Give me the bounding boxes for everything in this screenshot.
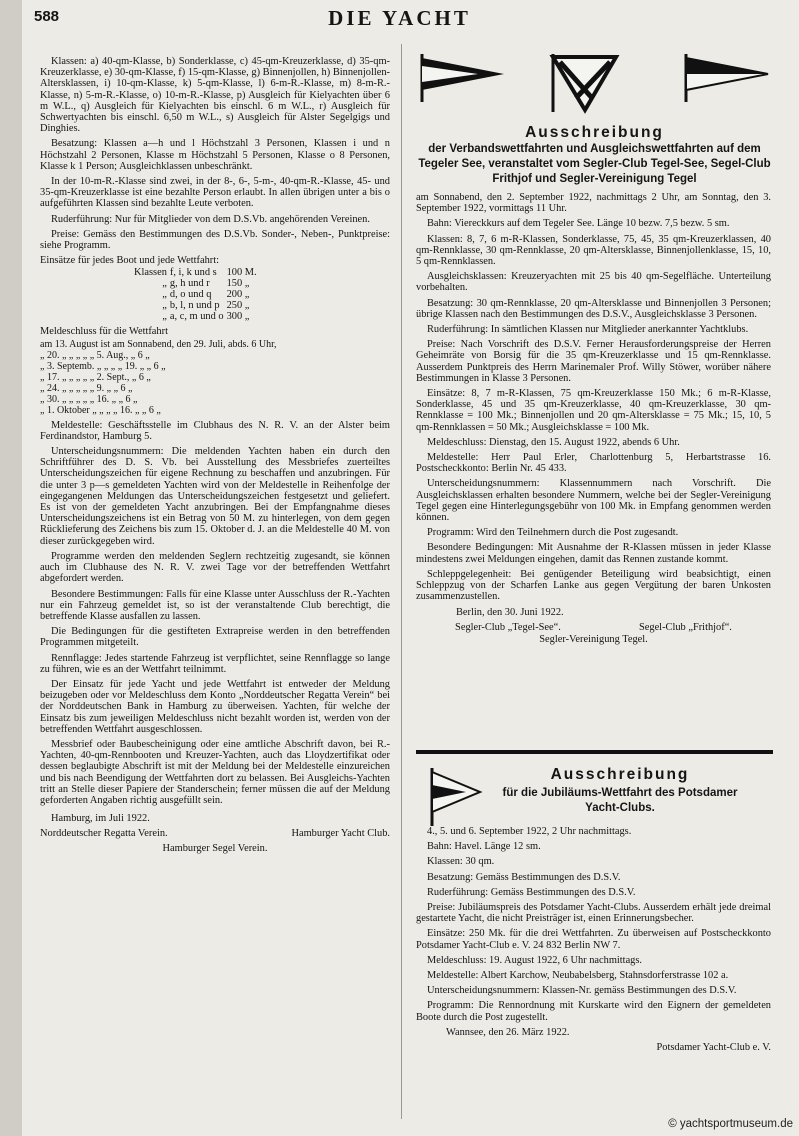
meldeschluss-title: Meldeschluss für die Wettfahrt <box>40 326 168 338</box>
tegel-date: Berlin, den 30. Juni 1922. <box>456 606 564 618</box>
rennflagge-paragraph: Rennflagge: Jedes startende Fahrzeug ist verpflichtet, seine Rennflagge so lange zu führen, wie es an der Wettfahrt teilnimmt. <box>40 652 390 675</box>
split-pennant-icon <box>680 52 772 104</box>
einsaetze-cell-a: „ <box>162 278 167 290</box>
scan-edge-shadow <box>0 0 22 1136</box>
potsdam-dates: 4., 5. und 6. September 1922, 2 Uhr nachmittags. <box>427 826 632 837</box>
tegel-bahn: Bahn: Viereckkurs auf dem Tegeler See. Länge 10 bezw. 7,5 bezw. 5 sm. <box>427 218 730 230</box>
einsaetze-row <box>134 300 260 311</box>
meldeschluss-row: „ 30. „ „ „ „ „ 16. „ „ 6 „ <box>40 393 138 405</box>
potsdam-announcement-header <box>470 766 770 816</box>
signature-frithjof: Segel-Club „Frithjof“. <box>638 621 732 633</box>
einsaetze-cell-a: „ <box>162 300 167 312</box>
burgee-flag-icon <box>416 52 508 104</box>
meldestelle-paragraph: Meldestelle: Geschäftsstelle im Clubhaus des N. R. V. an der Alster beim Ferdinandstor, Hamburg 5. <box>40 419 390 442</box>
tegel-besatzung: Besatzung: 30 qm-Rennklasse, 20 qm-Altersklasse und Binnenjollen 3 Personen; übrige Klassen nach den Bestimmungen des D.S.V., Ausgleichsklasse 3 Personen. <box>416 297 771 320</box>
meldeschluss-row: „ 17. „ „ „ „ „ 2. Sept., „ 6 „ <box>40 371 151 383</box>
klassen-paragraph: Klassen: a) 40-qm-Klasse, b) Sonderklasse, c) 45-qm-Kreuzerklasse, d) 35-qm-Kreuzerklasse, e) 30-qm-Klasse, f) 15-qm-Klasse, g) Binnenjollen, h) Binnenjollen-Altersklassen, i) 10-qm-Klasse, k) 5-qm-Klasse, l) 6-m-R.-Klasse, m) 8-m-R.-Klasse, n) 5-m-R.-Klasse, o) 10-m-R.-Klasse, p) Ausgleich für Kielyachten über 6 m W.L., q) Ausgleich für Kielyachten bis einschl. 6 m W.L., r) Ausgleich für Schwertyachten bis einschl. 6,50 m W.L., s) Ausgleich für Alster Segelgigs und Dinghies. <box>40 56 390 135</box>
column-divider <box>401 44 402 1119</box>
watermark: © yachtsportmuseum.de <box>668 1118 793 1130</box>
unterscheidung-paragraph: Unterscheidungsnummern: Die meldenden Yachten haben ein durch den Schriftführer des D. S. Vb. bei Ausstellung des Messbriefes zuerteiltes Unterscheidungszeichen für eigene Rechnung zu beschaffen und anzubringen. Für die unter 3 p—s gemeldeten Yachten wird von der Meldestelle in Reihenfolge der eingegangenen Meldungen das Unterscheidungszeichen festgesetzt und geliefert. Es ist von der gemeldeten Yacht anzubringen. Bei der Empfangnahme dieses Unterscheidungszeichens ist ein Betrag von 50 M. zu hinterlegen, von dem gegen Rücklieferung des Zeichens bis zum 15. Oktober d. J. an die Meldestelle 40 M. von dieser zurückgegeben wird. <box>40 446 390 547</box>
potsdam-programm: Programm: Die Rennordnung mit Kurskarte wird den Eignern der gemeldeten Boote durch die Post zugestellt. <box>416 1000 771 1023</box>
meldeschluss-row: „ 20. „ „ „ „ „ 5. Aug., „ 6 „ <box>40 349 150 361</box>
tegel-klassen: Klassen: 8, 7, 6 m-R-Klassen, Sonderklasse, 75, 45, 35 qm-Kreuzerklassen, 40 qm-Rennklasse, 30 qm-Rennklasse, 20 qm-Altersklasse, Binnenjollenklasse, 15, 10, 5 qm-Rennklassen. <box>416 233 771 268</box>
cross-pennant-icon <box>548 52 620 114</box>
potsdam-signature: Potsdamer Yacht-Club e. V. <box>656 1042 771 1054</box>
potsdam-besatzung: Besatzung: Gemäss Bestimmungen des D.S.V. <box>427 871 621 883</box>
tegel-melde: Meldeschluss: Dienstag, den 15. August 1922, abends 6 Uhr. <box>427 436 680 448</box>
potsdam-klassen: Klassen: 30 qm. <box>427 856 495 868</box>
potsdam-melde: Meldeschluss: 19. August 1922, 6 Uhr nachmittags. <box>427 954 643 966</box>
tegel-signatures <box>416 622 771 633</box>
tegel-unterscheidung: Unterscheidungsnummern: Klassennummern nach Vorschrift. Die Ausgleichsklassen erhalten besondere Nummern, welche bei der Segler-Vereinigung Tegel gegen eine Hinterlegungsgebühr von 100 Mk. in Empfang genommen werden können. <box>416 478 771 524</box>
potsdam-einsaetze: Einsätze: 250 Mk. für die drei Wettfahrten. Zu überweisen auf Postscheckkonto Potsdamer Yacht-Club e. V. 24 832 Berlin NW 7. <box>416 928 771 951</box>
tegel-dates: am Sonnabend, den 2. September 1922, nachmittags 2 Uhr, am Sonntag, den 3. September 1922, vormittags 11 Uhr. <box>416 192 771 215</box>
einsaetze-cell-b: g, h und r <box>169 278 210 290</box>
left-column <box>40 56 390 854</box>
preise-paragraph: Preise: Gemäss den Bestimmungen des D.S.Vb. Sonder-, Neben-, Punktpreise: siehe Programm. <box>40 228 390 252</box>
tegel-besondere: Besondere Bedingungen: Mit Ausnahme der R-Klassen müssen in jeder Klasse mindestens zwei Meldungen eingehen, damit das Rennen zustande kommt. <box>416 542 771 565</box>
einsaetze-cell-c: 250 „ <box>226 300 250 312</box>
left-signatures <box>40 828 390 839</box>
messbrief-paragraph: Messbrief oder Baubescheinigung oder eine amtliche Abschrift davon, bei R.-Yachten, 40-qm-Rennbooten und Kreuzer-Yachten, auch das Lloydzertifikat oder dessen beglaubigte Abschrift ist mit der Meldung bei der Meldestelle einzureichen und bis nach Beendigung der Wettfahrten dort zu belassen. Bei Ausgleichs-Yachten tritt an Stelle dieser Papiere der Standerschein; ferner müssen die auf der Meldung geforderten Angaben richtig ausgefüllt sein. <box>40 738 390 806</box>
tegel-meldestelle: Meldestelle: Herr Paul Erler, Charlottenburg 5, Herbartstrasse 16. Postscheckkonto: Berlin Nr. 45 433. <box>416 452 771 475</box>
zehn-m-paragraph: In der 10-m-R.-Klasse sind zwei, in der 8-, 6-, 5-m-, 40-qm-R.-Klasse, 45- und 35-qm-Kreuzerklasse ist eine bezahlte Person erlaubt. In allen übrigen unter a bis o aufgeführten Klassen sind bezahlte Leute verboten. <box>40 176 390 210</box>
meldeschluss-table <box>40 339 390 416</box>
einsaetze-cell-a: „ <box>162 289 167 301</box>
page-title: DIE YACHT <box>328 6 471 30</box>
tegel-programm: Programm: Wird den Teilnehmern durch die Post zugesandt. <box>427 527 679 539</box>
einsaetze-cell-a: Klassen <box>134 267 167 279</box>
bedingungen-paragraph: Die Bedingungen für die gestifteten Extrapreise werden in den betreffenden Programmen mitgeteilt. <box>40 626 390 649</box>
potsdam-bahn: Bahn: Havel. Länge 12 sm. <box>427 841 541 853</box>
page-header <box>0 6 799 36</box>
page-number: 588 <box>34 8 60 25</box>
signature-sv-tegel: Segler-Vereinigung Tegel. <box>539 633 648 645</box>
tegel-announcement-header <box>416 124 773 187</box>
potsdam-meldestelle: Meldestelle: Albert Karchow, Neubabelsberg, Stahnsdorferstrasse 102 a. <box>427 970 729 982</box>
einsatz-paragraph: Der Einsatz für jede Yacht und jede Wettfahrt ist entweder der Meldung beizugeben oder vor Meldeschluss dem Konto „Norddeutscher Regatta Verein“ bei der Norddeutschen Bank in Hamburg zu überweisen. Yachten, für welche der Einsatz bis zum jeweiligen Meldeschluss nicht bezahlt worden ist, werden von der betreffenden Wettfahrt ausgeschlossen. <box>40 678 390 735</box>
einsaetze-table <box>134 267 260 322</box>
tegel-ruder: Ruderführung: In sämtlichen Klassen nur Mitglieder anerkannter Yachtklubs. <box>427 324 749 336</box>
einsaetze-row <box>134 289 260 300</box>
einsaetze-cell-c: 100 M. <box>226 267 257 279</box>
potsdam-ruder: Ruderführung: Gemäss Bestimmungen des D.S.V. <box>427 886 636 898</box>
einsaetze-cell-c: 150 „ <box>226 278 250 290</box>
einsaetze-cell-b: f, i, k und s <box>169 267 217 279</box>
ruderfuehrung-paragraph: Ruderführung: Nur für Mitglieder von dem D.S.Vb. angehörenden Vereinen. <box>51 213 370 225</box>
tegel-ausgleich: Ausgleichsklassen: Kreuzeryachten mit 25 bis 40 qm-Segelfläche. Unterteilung vorbehalten. <box>416 271 771 294</box>
einsaetze-cell-a: „ <box>162 311 167 323</box>
potsdam-subtitle: für die Jubiläums-Wettfahrt des Potsdamer Yacht-Clubs. <box>502 787 738 814</box>
left-date: Hamburg, im Juli 1922. <box>51 813 150 825</box>
potsdam-title: Ausschreibung <box>550 766 690 783</box>
meldeschluss-row: „ 24. „ „ „ „ „ 9. „ „ 6 „ <box>40 382 133 394</box>
tegel-einsaetze: Einsätze: 8, 7 m-R-Klassen, 75 qm-Kreuzerklasse 150 Mk.; 6 m-R-Klasse, Sonderklasse, 45 und 35 qm-Kreuzerklasse, 40 qm-Kreuzerklasse, 30 qm-Rennklasse = 100 Mk.; Binnenjollen und 20 qm-Altersklasse = 75 Mk.; 15, 10, 5 qm-Rennklassen = 50 Mk.; Ausgleichsklasse = 100 Mk. <box>416 388 771 433</box>
besondere-paragraph: Besondere Bestimmungen: Falls für eine Klasse unter Ausschluss der R.-Yachten nur ein Fahrzeug gemeldet ist, so ist der veranstaltende Club berechtigt, die betreffende Klasse ausfallen zu lassen. <box>40 588 390 622</box>
tegel-column <box>416 192 771 645</box>
einsaetze-title: Einsätze für jedes Boot und jede Wettfahrt: <box>40 255 220 267</box>
einsaetze-cell-b: a, c, m und o <box>169 311 224 323</box>
potsdam-unterscheidung: Unterscheidungsnummern: Klassen-Nr. gemäss Bestimmungen des D.S.V. <box>427 985 737 997</box>
einsaetze-cell-b: d, o und q <box>169 289 212 301</box>
einsaetze-row <box>134 278 260 289</box>
tegel-subtitle: der Verbandswettfahrten und Ausgleichswettfahrten auf dem Tegeler See, veranstaltet vom Segler-Club Tegel-See, Segel-Club Frithjof und Segler-Vereinigung Tegel <box>418 143 771 185</box>
meldeschluss-row: am 13. August ist am Sonnabend, den 29. Juli, abds. 6 Uhr, <box>40 338 277 350</box>
signature-nrv: Norddeutscher Regatta Verein. <box>40 828 168 840</box>
meldeschluss-row: „ 3. Septemb. „ „ „ „ 19. „ „ 6 „ <box>40 360 166 372</box>
section-rule <box>416 750 773 754</box>
potsdam-date: Wannsee, den 26. März 1922. <box>446 1026 570 1038</box>
einsaetze-row <box>134 311 260 322</box>
tegel-preise: Preise: Nach Vorschrift des D.S.V. Ferner Herausforderungspreise der Herren Geheimräte von Borsig für die 35 qm-Kreuzerklasse und 15 qm-Rennklasse. Ausserdem Punktpreis des Herrn Marinemaler Prof. Willy Stöwer, worüber nähere Bestimmungen in Klasse 3 Personen. <box>416 339 771 384</box>
tegel-title: Ausschreibung <box>525 124 664 141</box>
einsaetze-cell-c: 200 „ <box>226 289 250 301</box>
einsaetze-cell-b: b, l, n und p <box>169 300 220 312</box>
potsdam-column <box>416 826 771 1053</box>
besatzung-paragraph: Besatzung: Klassen a—h und l Höchstzahl 3 Personen, Klassen i und n Höchstzahl 2 Personen, Klasse m Höchstzahl 5 Personen, Klasse o 8 Personen, Klasse k 1 Person; Ausgleichklassen unbeschränkt. <box>40 138 390 172</box>
signature-hyc: Hamburger Yacht Club. <box>291 828 390 840</box>
potsdam-preise: Preise: Jubiläumspreis des Potsdamer Yacht-Clubs. Ausserdem erhält jede dreimal gestartete Yacht, die nicht Preisträger ist, einen Erinnerungsbecher. <box>416 902 771 925</box>
signature-hsv: Hamburger Segel Verein. <box>162 842 268 854</box>
programme-paragraph: Programme werden den meldenden Seglern rechtzeitig zugesandt, sie können auch im Clubhause des N. R. V. zwei Tage vor der betreffenden Wettfahrt abgefordert werden. <box>40 550 390 585</box>
signature-tegel-see: Segler-Club „Tegel-See“. <box>455 621 561 633</box>
meldeschluss-row: „ 1. Oktober „ „ „ „ 16. „ „ 6 „ <box>40 404 161 416</box>
tegel-schlepp: Schleppgelegenheit: Bei genügender Beteiligung wird beabsichtigt, einen Schleppzug von der Scharfen Lanke aus gegen Vergütung der baren Unkosten zusammenzustellen. <box>416 568 771 603</box>
einsaetze-cell-c: 300 „ <box>226 311 250 323</box>
einsaetze-row <box>134 267 260 278</box>
